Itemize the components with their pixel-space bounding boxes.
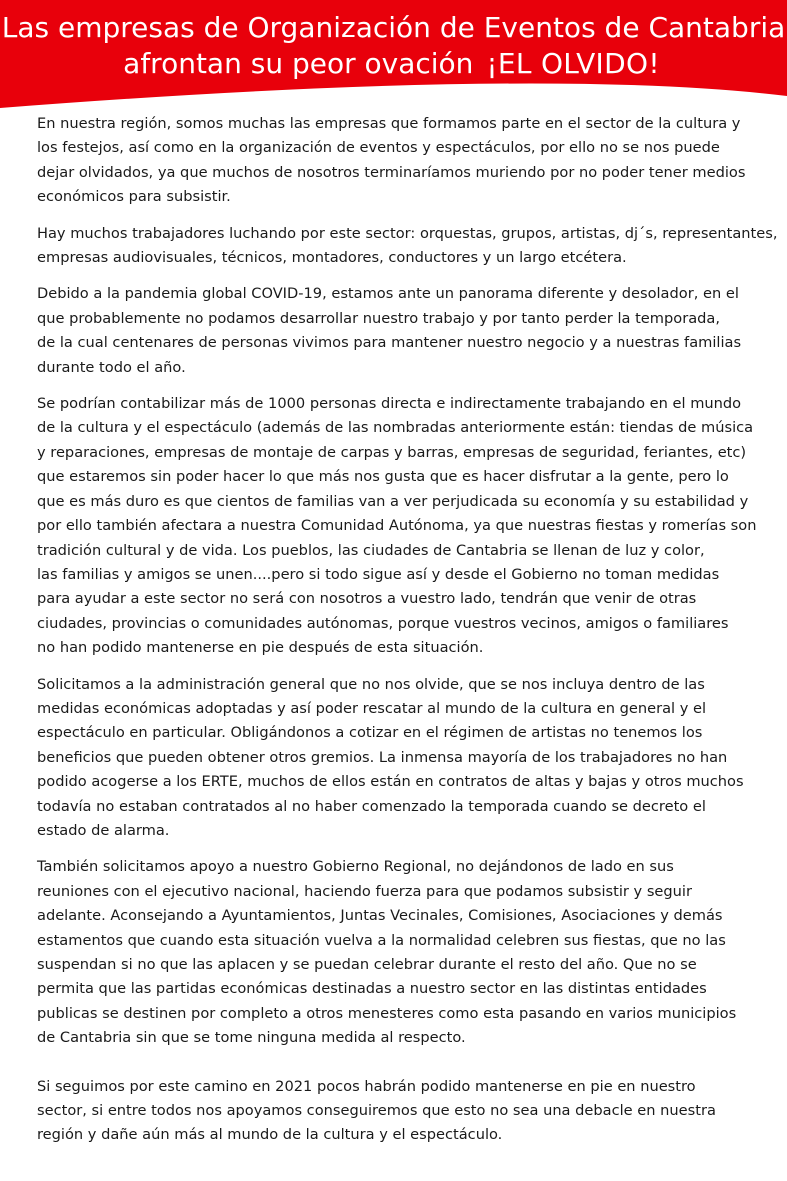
- paragraph-4: [37, 392, 767, 660]
- text-line: las familias y amigos se unen....pero si todo sigue así y desde el Gobierno no toman medidas: [37, 565, 720, 583]
- title-line-1: Las empresas de Organización de Eventos de Cantabria: [1, 11, 786, 44]
- paragraph-2: [37, 222, 778, 271]
- text-line: espectáculo en particular. Obligándonos a cotizar en el régimen de artistas no tenemos los: [37, 724, 703, 742]
- paragraph-6: [37, 855, 767, 1050]
- text-line: región y dañe aún más al mundo de la cultura y el espectáculo.: [37, 1126, 503, 1144]
- article-body: [37, 112, 778, 1160]
- text-line: de Cantabria sin que se tome ninguna medida al respecto.: [37, 1029, 466, 1047]
- paragraph-3: [37, 282, 767, 380]
- text-line: sector, si entre todos nos apoyamos conseguiremos que esto no sea una debacle en nuestra: [37, 1102, 716, 1120]
- text-line: que probablemente no podamos desarrollar nuestro trabajo y por tanto perder la temporada,: [37, 309, 720, 327]
- text-line: También solicitamos apoyo a nuestro Gobierno Regional, no dejándonos de lado en sus: [37, 858, 674, 876]
- text-line: por ello también afectara a nuestra Comunidad Autónoma, ya que nuestras fiestas y romerías son: [37, 517, 757, 535]
- page-title: [0, 10, 787, 82]
- text-line: los festejos, así como en la organización de eventos y espectáculos, por ello no se nos puede: [37, 139, 720, 157]
- paragraph-5: [37, 673, 767, 844]
- text-line: tradición cultural y de vida. Los pueblos, las ciudades de Cantabria se llenan de luz y color,: [37, 541, 705, 559]
- title-highlight: ¡EL OLVIDO!: [482, 46, 664, 82]
- text-line: que estaremos sin poder hacer lo que más nos gusta que es hacer disfrutar a la gente, pero lo: [37, 468, 729, 486]
- paragraph-7: [37, 1075, 767, 1148]
- text-line: beneficios que pueden obtener otros gremios. La inmensa mayoría de los trabajadores no han: [37, 748, 728, 766]
- text-line: permita que las partidas económicas destinadas a nuestro sector en las distintas entidades: [37, 980, 707, 998]
- text-line: estado de alarma.: [37, 821, 170, 839]
- header-banner: [0, 0, 787, 110]
- text-line: Debido a la pandemia global COVID-19, estamos ante un panorama diferente y desolador, en el: [37, 285, 739, 303]
- text-line: ciudades, provincias o comunidades autónomas, porque vuestros vecinos, amigos o familiares: [37, 614, 729, 632]
- text-line: podido acogerse a los ERTE, muchos de ellos están en contratos de altas y bajas y otros muchos: [37, 773, 744, 791]
- text-line: durante todo el año.: [37, 358, 186, 376]
- text-line: suspendan si no que las aplacen y se puedan celebrar durante el resto del año. Que no se: [37, 956, 697, 973]
- text-line: dejar olvidados, ya que muchos de nosotros terminaríamos muriendo por no poder tener medios: [37, 163, 746, 181]
- text-line: medidas económicas adoptadas y así poder rescatar al mundo de la cultura en general y el: [37, 699, 707, 717]
- text-line: Si seguimos por este camino en 2021 pocos habrán podido mantenerse en pie en nuestro: [37, 1077, 696, 1095]
- text-line: estamentos que cuando esta situación vuelva a la normalidad celebren sus fiestas, que no las: [37, 931, 726, 949]
- text-line: Se podrían contabilizar más de 1000 personas directa e indirectamente trabajando en el mundo: [37, 395, 742, 413]
- paragraph-1: [37, 112, 767, 210]
- text-line: Hay muchos trabajadores luchando por este sector: orquestas, grupos, artistas, dj´s, representantes,: [37, 224, 778, 242]
- text-line: publicas se destinen por completo a otros menesteres como esta pasando en varios municipios: [37, 1004, 737, 1022]
- text-line: para ayudar a este sector no será con nosotros a vuestro lado, tendrán que venir de otras: [37, 590, 697, 608]
- text-line: económicos para subsistir.: [37, 188, 231, 206]
- text-line: adelante. Aconsejando a Ayuntamientos, Juntas Vecinales, Comisiones, Asociaciones y demás: [37, 907, 723, 925]
- text-line: de la cual centenares de personas vivimos para mantener nuestro negocio y a nuestras familias: [37, 334, 742, 352]
- text-line: no han podido mantenerse en pie después de esta situación.: [37, 639, 484, 657]
- text-line: reuniones con el ejecutivo nacional, haciendo fuerza para que podamos subsistir y seguir: [37, 882, 692, 900]
- title-line-2-prefix: afrontan su peor ovación: [123, 47, 483, 80]
- text-line: que es más duro es que cientos de familias van a ver perjudicada su economía y su estabilidad y: [37, 492, 749, 510]
- text-line: En nuestra región, somos muchas las empresas que formamos parte en el sector de la cultura y: [37, 115, 741, 132]
- title-line-2: [0, 46, 787, 82]
- text-line: de la cultura y el espectáculo (además de las nombradas anteriormente están: tiendas de música: [37, 419, 754, 437]
- text-line: Solicitamos a la administración general que no nos olvide, que se nos incluya dentro de las: [37, 675, 705, 693]
- text-line: empresas audiovisuales, técnicos, montadores, conductores y un largo etcétera.: [37, 249, 627, 267]
- text-line: todavía no estaban contratados al no haber comenzado la temporada cuando se decreto el: [37, 797, 706, 815]
- text-line: y reparaciones, empresas de montaje de carpas y barras, empresas de seguridad, feriantes, etc): [37, 443, 747, 461]
